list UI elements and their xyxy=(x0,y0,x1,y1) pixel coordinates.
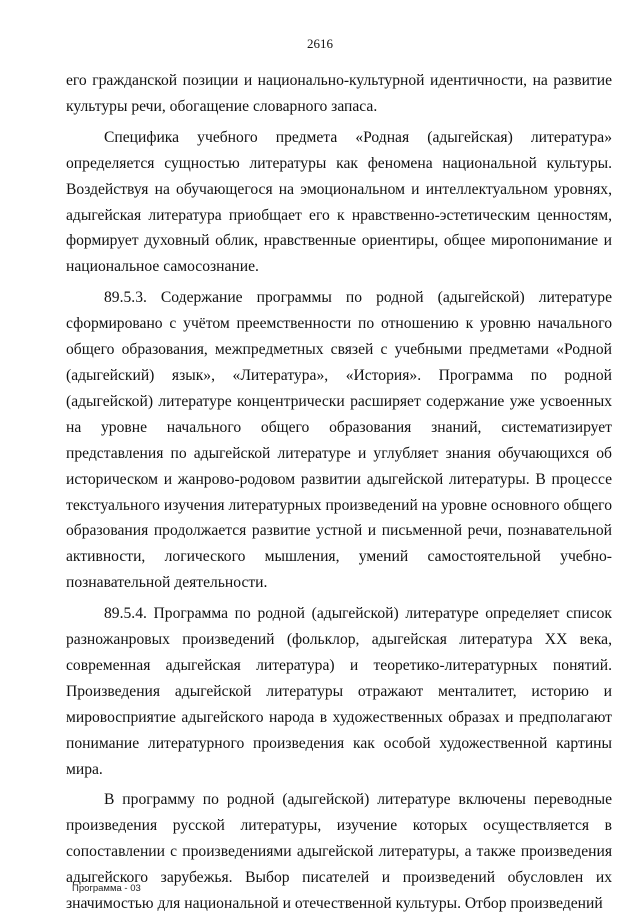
page-number: 2616 xyxy=(307,36,333,51)
paragraph-continuation: его гражданской позиции и национально-культурной идентичности, на развитие культуры речи, обогащение словарного запаса. xyxy=(66,72,612,115)
paragraph-89-5-4: 89.5.4. Программа по родной (адыгейской) литературе определяет список разножанровых произведений (фольклор, адыгейская литература XX века, современная адыгейская литература) и теоретико-литературных понятий. Произведения адыгейской литературы отражают менталитет, историю и мировосприятие адыгейского народа в художественных образах и предполагают понимание литературного произведения как особой художественной картины мира. xyxy=(66,605,612,778)
paragraph-specifics: Специфика учебного предмета «Родная (адыгейская) литература» определяется сущностью литературы как феномена национальной культуры. Воздействуя на обучающегося на эмоциональном и интеллектуальном уровнях, адыгейская литература приобщает его к нравственно-эстетическим ценностям, формирует духовный облик, нравственные ориентиры, общее миропонимание и национальное самосознание. xyxy=(66,128,612,276)
page-footer: Программа - 03 xyxy=(72,883,141,894)
body-text xyxy=(66,68,612,917)
paragraph-translated-works: В программу по родной (адыгейской) литературе включены переводные произведения русской литературы, изучение которых осуществляется в сопоставлении с произведениями адыгейской литературы, а также произведения адыгейского зарубежья. Выбор писателей и произведений обусловлен их значимостью для национальной и отечественной культуры. Отбор произведений xyxy=(66,791,612,913)
paragraph-89-5-3: 89.5.3. Содержание программы по родной (адыгейской) литературе сформировано с учётом преемственности по отношению к уровню начального общего образования, межпредметных связей с учебными предметами «Родной (адыгейский) язык», «Литература», «История». Программа по родной (адыгейской) литературе концентрически расширяет содержание уже усвоенных на уровне начального общего образования знаний, систематизирует представления по адыгейской литературе и углубляет знания обучающихся об историческом и жанрово-родовом развитии адыгейской литературы. В процессе текстуального изучения литературных произведений на уровне основного общего образования продолжается развитие устной и письменной речи, познавательной активности, логического мышления, умений самостоятельной учебно-познавательной деятельности. xyxy=(66,289,612,592)
